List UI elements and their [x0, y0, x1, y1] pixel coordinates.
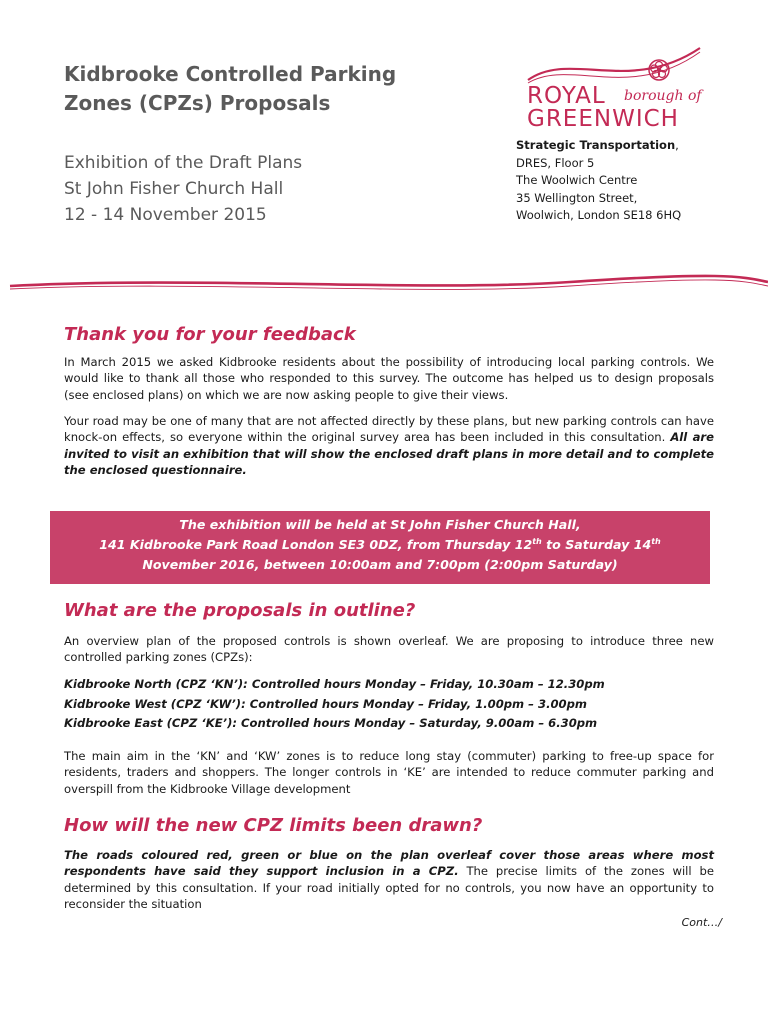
continued-note: Cont…/: [681, 916, 722, 929]
feedback-heading: Thank you for your feedback: [64, 324, 356, 345]
exhibition-banner: [50, 511, 710, 584]
department-name: Strategic Transportation: [516, 138, 676, 152]
feedback-paragraph-2-emphasis: All are invited to visit an exhibition that will show the enclosed draft plans in more detail and to complete the enclosed questionnaire.: [64, 430, 714, 477]
proposals-aim: The main aim in the ‘KN’ and ‘KW’ zones is to reduce long stay (commuter) parking to free-up space for residents, traders and shoppers. The longer controls in ‘KE’ are intended to reduce commuter parking and overspill from the Kidbrooke Village development: [64, 749, 714, 796]
address-line-2: DRES, Floor 5: [516, 155, 595, 170]
proposals-heading: What are the proposals in outline?: [64, 600, 416, 621]
address-block: [516, 137, 756, 225]
address-line-5: Woolwich, London SE18 6HQ: [516, 208, 682, 222]
banner-line-3: November 2016, between 10:00am and 7:00pm (2:00pm Saturday): [142, 557, 618, 572]
exhibition-line-3: 12 - 14 November 2015: [64, 205, 267, 225]
zone-kn: Kidbrooke North (CPZ ‘KN’): Controlled hours Monday – Friday, 10.30am – 12.30pm: [64, 677, 605, 691]
feedback-paragraph-2-text: Your road may be one of many that are not affected directly by these plans, but new parking controls can have knock-on effects, so everyone within the original survey area has been included in this consultation.: [64, 414, 714, 445]
title-line-1: Kidbrooke Controlled Parking: [64, 62, 397, 86]
logo-borough-text: borough of: [624, 88, 702, 104]
limits-paragraph-emphasis: The roads coloured red, green or blue on the plan overleaf cover those areas where most respondents have said they support inclusion in a CPZ.: [64, 848, 714, 879]
zone-kw: Kidbrooke West (CPZ ‘KW’): Controlled hours Monday – Friday, 1.00pm – 3.00pm: [64, 696, 587, 711]
exhibition-line-2: St John Fisher Church Hall: [64, 179, 284, 199]
banner-sup-1: th: [532, 536, 542, 546]
title-line-2: Zones (CPZs) Proposals: [64, 91, 331, 115]
limits-heading: How will the new CPZ limits been drawn?: [64, 815, 483, 836]
banner-line-2-b: to Saturday 14: [541, 537, 652, 552]
document-title: [64, 60, 464, 118]
zone-ke: Kidbrooke East (CPZ ‘KE’): Controlled hours Monday – Saturday, 9.00am – 6.30pm: [64, 716, 598, 730]
banner-line-2: [50, 535, 710, 555]
logo-greenwich-text: GREENWICH: [527, 106, 679, 132]
address-dept: [516, 137, 756, 155]
exhibition-info: [64, 150, 464, 228]
limits-paragraph-text: The precise limits of the zones will be determined by this consultation. If your road initially opted for no controls, you now have an opportunity to reconsider the situation: [64, 864, 714, 911]
feedback-paragraph-1: In March 2015 we asked Kidbrooke residents about the possibility of introducing local parking controls. We would like to thank all those who responded to this survey. The outcome has helped us to design proposals (see enclosed plans) on which we are now asking people to give their views.: [64, 355, 714, 402]
feedback-paragraph-2: [64, 413, 714, 478]
banner-sup-2: th: [651, 536, 661, 546]
address-line-3: The Woolwich Centre: [516, 173, 638, 187]
department-suffix: ,: [675, 138, 679, 152]
limits-paragraph: [64, 847, 714, 912]
zones-list: [64, 675, 724, 734]
exhibition-line-1: Exhibition of the Draft Plans: [64, 153, 303, 173]
banner-line-1: The exhibition will be held at St John Fisher Church Hall,: [179, 517, 581, 532]
address-line-4: 35 Wellington Street,: [516, 190, 638, 205]
header-divider: [0, 268, 768, 298]
proposals-intro: An overview plan of the proposed controls is shown overleaf. We are proposing to introduce three new controlled parking zones (CPZs):: [64, 634, 714, 665]
logo-royal-text: ROYAL: [527, 83, 606, 109]
banner-line-2-a: 141 Kidbrooke Park Road London SE3 0DZ, from Thursday 12: [99, 537, 533, 552]
